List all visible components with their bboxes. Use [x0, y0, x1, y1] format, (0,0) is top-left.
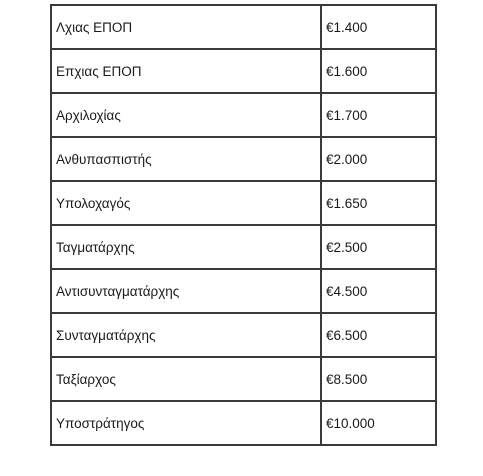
table-row: [51, 181, 436, 225]
table-row: [51, 313, 436, 357]
salary-table: [50, 4, 437, 446]
rank-cell: Συνταγματάρχης: [51, 313, 321, 357]
amount-cell: €1.700: [321, 93, 436, 137]
rank-cell: Υποστράτηγος: [51, 401, 321, 445]
amount-cell: €8.500: [321, 357, 436, 401]
amount-cell: €2.500: [321, 225, 436, 269]
table-row: [51, 401, 436, 445]
rank-cell: Επχιας ΕΠΟΠ: [51, 49, 321, 93]
amount-cell: €1.600: [321, 49, 436, 93]
amount-cell: €2.000: [321, 137, 436, 181]
amount-cell: €6.500: [321, 313, 436, 357]
table-row: [51, 225, 436, 269]
rank-cell: Ανθυπασπιστής: [51, 137, 321, 181]
rank-cell: Αντισυνταγματάρχης: [51, 269, 321, 313]
amount-cell: €4.500: [321, 269, 436, 313]
rank-cell: Ταγματάρχης: [51, 225, 321, 269]
table-row: [51, 357, 436, 401]
salary-table-body: [51, 5, 436, 445]
rank-cell: Λχιας ΕΠΟΠ: [51, 5, 321, 49]
table-row: [51, 93, 436, 137]
rank-cell: Υπολοχαγός: [51, 181, 321, 225]
table-row: [51, 137, 436, 181]
amount-cell: €1.650: [321, 181, 436, 225]
table-row: [51, 49, 436, 93]
table-row: [51, 269, 436, 313]
rank-cell: Αρχιλοχίας: [51, 93, 321, 137]
amount-cell: €1.400: [321, 5, 436, 49]
amount-cell: €10.000: [321, 401, 436, 445]
rank-cell: Ταξίαρχος: [51, 357, 321, 401]
table-row: [51, 5, 436, 49]
